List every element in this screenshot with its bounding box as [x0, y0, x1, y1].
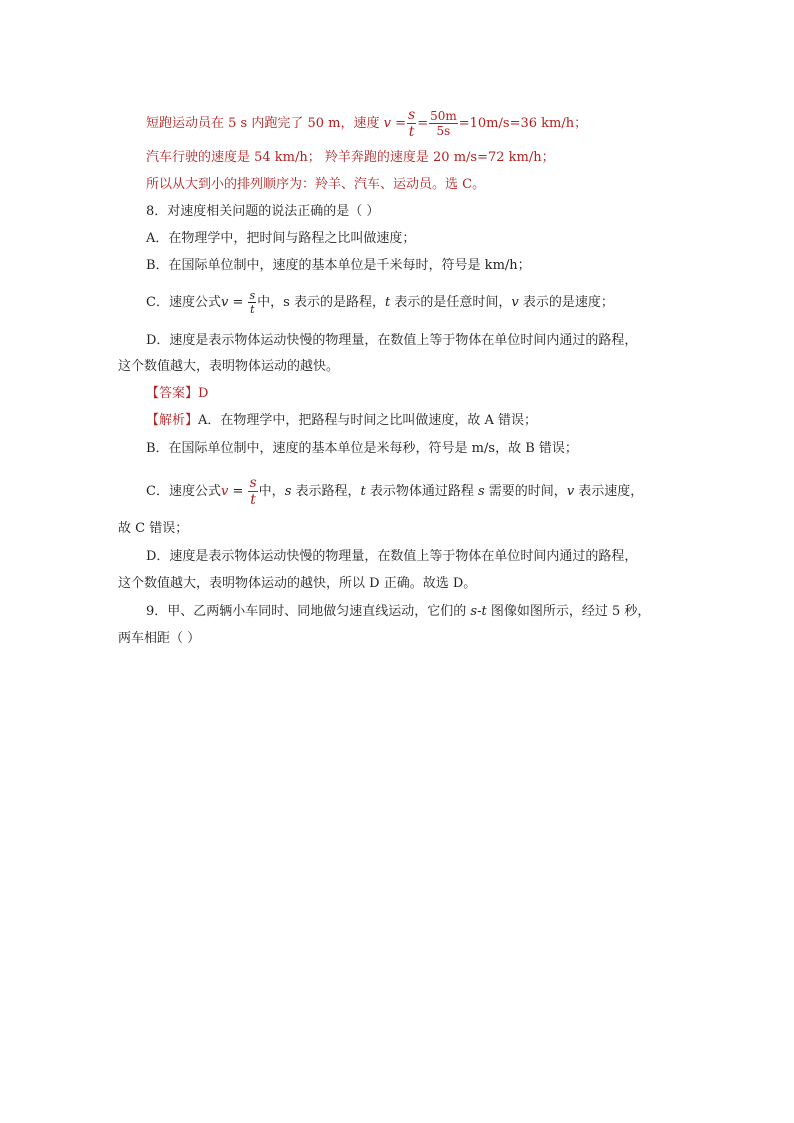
analysis-option-c-line2: 故 C 错误； [118, 521, 189, 536]
fraction-s-over-t: $\frac{s}{t}$ [249, 475, 257, 508]
fraction-50m-over-5s: $\frac{50m}{5s}$ [430, 109, 457, 138]
question-8-option-a: A．在物理学中，把时间与路程之比叫做速度； [146, 231, 416, 246]
answer-label: 【答案】 [146, 386, 199, 401]
analysis-option-a: 【解析】A．在物理学中，把路程与时间之比叫做速度，故 A 错误； [146, 413, 538, 428]
question-9-stem-line1: 9．甲、乙两辆小车同时、同地做匀速直线运动，它们的 s-t 图像如图所示，经过 5 秒， [146, 604, 651, 619]
question-8-option-c: C．速度公式v = $\frac{s}{t}$ 中，s 表示的是路程，t 表示的是任意时间，v 表示的是速度； [146, 289, 614, 316]
analysis-label: 【解析】 [146, 413, 199, 428]
solution-line-conclusion: 所以从大到小的排列顺序为：羚羊、汽车、运动员。选 C。 [146, 177, 486, 192]
analysis-option-d-line1: D．速度是表示物体运动快慢的物理量，在数值上等于物体在单位时间内通过的路程， [146, 549, 638, 564]
answer-line [146, 385, 208, 403]
solution-line-car-antelope: 汽车行驶的速度是 54 km/h； 羚羊奔跑的速度是 20 m/s=72 km/h； [146, 150, 555, 165]
question-8-stem: 8．对速度相关问题的说法正确的是（ ） [146, 204, 380, 219]
question-8-option-d-line1: D．速度是表示物体运动快慢的物理量，在数值上等于物体在单位时间内通过的路程， [146, 333, 638, 348]
answer-value: D [198, 386, 209, 401]
question-9-stem-line2: 两车相距（ ） [118, 631, 201, 646]
analysis-option-d-line2: 这个数值越大，表明物体运动的越快，所以 D 正确。故选 D。 [118, 576, 477, 591]
fraction-s-over-t: $\frac{s}{t}$ [249, 289, 256, 316]
question-8-option-b: B．在国际单位制中，速度的基本单位是千米每时，符号是 km/h； [146, 258, 531, 273]
fraction-s-over-t: $\frac{s}{t}$ [408, 107, 416, 140]
solution-line-sprinter: 短跑运动员在 5 s 内跑完了 50 m，速度 v = $\frac{s}{t}$ = $\frac{50m}{5s}$ =10m/s=36 km/h； [146, 107, 588, 140]
analysis-option-c: C．速度公式v = $\frac{s}{t}$ 中，s 表示路程，t 表示物体通过路程 s 需要的时间，v 表示速度， [146, 475, 644, 508]
analysis-option-b: B．在国际单位制中，速度的基本单位是米每秒，符号是 m/s，故 B 错误； [146, 441, 578, 456]
question-8-option-d-line2: 这个数值越大，表明物体运动的越快。 [118, 359, 340, 374]
